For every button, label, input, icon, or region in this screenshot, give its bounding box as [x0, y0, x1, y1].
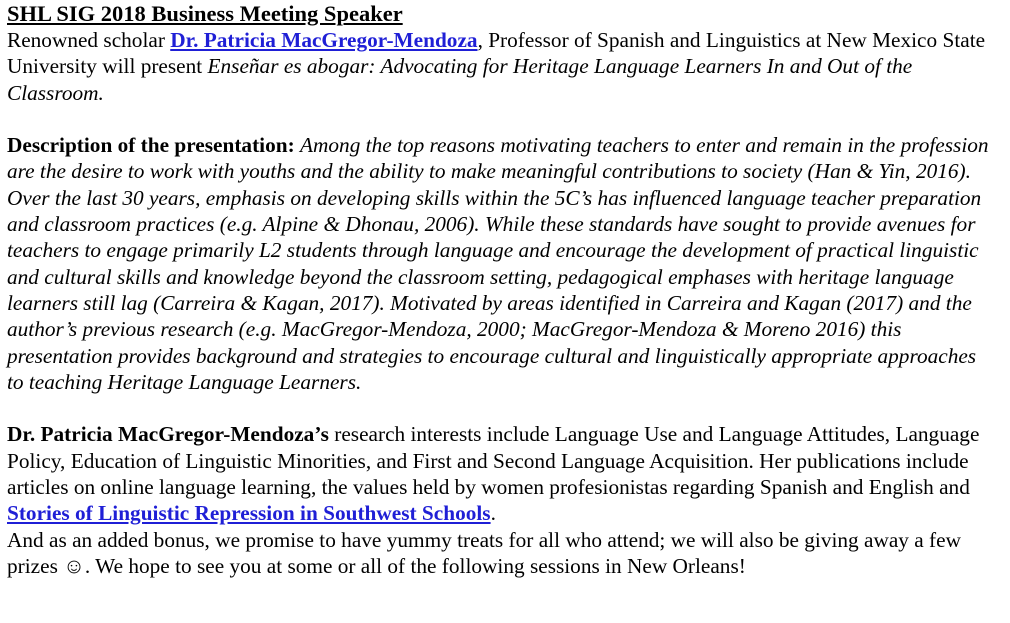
description-label: Description of the presentation: [7, 133, 295, 158]
document-body [7, 0, 997, 579]
intro-prefix: Renowned scholar [7, 28, 171, 52]
description-paragraph [7, 132, 997, 395]
bio-text: research interests include Language Use and Language Attitudes, Language Policy, Education of Linguistic Minorities, and First and Second Language Acquisition. Her publications include articles on online language learning, the values held by women profesionistas regarding Spanish and English and [7, 422, 980, 500]
publication-link[interactable]: Stories of Linguistic Repression in Southwest Schools [7, 501, 491, 526]
closing-paragraph: And as an added bonus, we promise to have yummy treats for all who attend; we will also be giving away a few prizes ☺. We hope to see you at some or all of the following sessions in New Orleans! [7, 527, 961, 578]
bio-period: . [490, 501, 496, 526]
page-title: SHL SIG 2018 Business Meeting Speaker [7, 1, 403, 26]
speaker-link[interactable]: Dr. Patricia MacGregor-Mendoza [170, 28, 478, 52]
spacer [7, 106, 997, 132]
intro-paragraph [7, 27, 997, 106]
bio-paragraph [7, 421, 997, 526]
description-text: Among the top reasons motivating teachers to enter and remain in the profession are the desire to work with youths and the ability to make meaningful contributions to society (Han & Yin, 2016). Over the last 30 years, emphasis on developing skills within the 5C’s has influenced language teacher preparation and classroom practices (e.g. Alpine & Dhonau, 2006). While these standards have sought to provide avenues for teachers to engage primarily L2 students through language and encourage the development of practical linguistic and cultural skills and knowledge beyond the classroom setting, pedagogical emphases with heritage language learners still lag (Carreira & Kagan, 2017). Motivated by areas identified in Carreira and Kagan (2017) and the author’s previous research (e.g. MacGregor-Mendoza, 2000; MacGregor-Mendoza & Moreno 2016) this presentation provides background and strategies to encourage cultural and linguistically appropriate approaches to teaching Heritage Language Learners. [7, 133, 989, 394]
spacer [7, 395, 997, 421]
bio-name-label: Dr. Patricia MacGregor-Mendoza’s [7, 422, 329, 447]
presentation-title: Enseñar es abogar: Advocating for Heritage Language Learners In and Out of the Classroom. [7, 54, 913, 105]
intro-middle: , Professor of Spanish and Linguistics at New Mexico State University will present [7, 28, 986, 79]
